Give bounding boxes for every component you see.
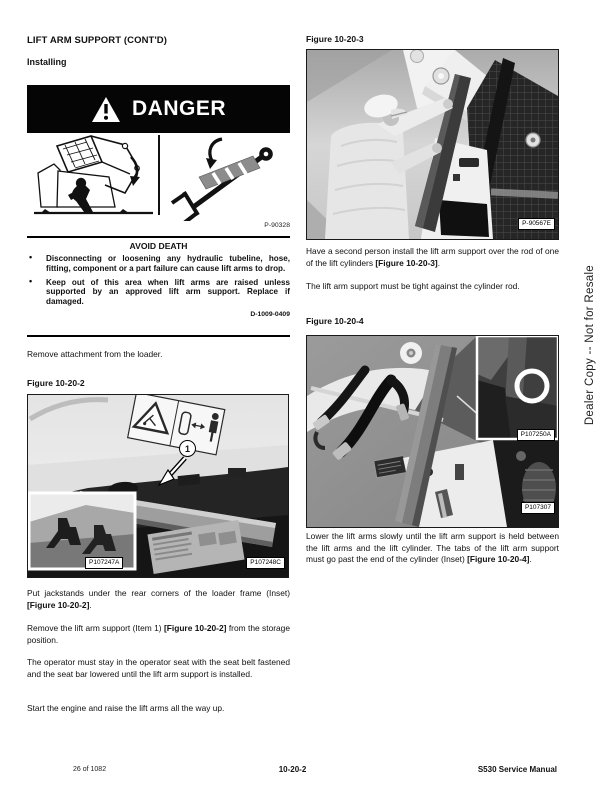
para-remove-attachment: Remove attachment from the loader. [27, 349, 163, 359]
para-lower-lift-arms: Lower the lift arms slowly until the lift arm support is held between the lift arms and the lift cylinder. The tabs of the lift arm support must go past the end of the cylinder (Inset) [Figure 10-20-4]. [306, 531, 559, 565]
warning-bullet-1: • Disconnecting or loosening any hydraulic tubeline, hose, fitting, component or a part failure can cause lift arms to drop. [29, 252, 290, 273]
photo-label-p107247a: P107247A [85, 557, 123, 569]
para-remove-support: Remove the lift arm support (Item 1) [Figure 10-20-2] from the storage position. [27, 623, 290, 645]
warning-text-block [27, 236, 290, 337]
figure-4-title: Figure 10-20-4 [306, 316, 364, 326]
callout-1: 1 [179, 440, 196, 457]
photo-label-p107307: P107307 [521, 502, 555, 514]
figure-3-photo [306, 49, 559, 240]
para-operator: The operator must stay in the operator seat with the seat belt fastened and the seat bar lowered until the lift arm support is installed. [27, 657, 290, 679]
figure-2-photo-image [28, 395, 288, 577]
subheading-installing: Installing [27, 57, 67, 67]
photo-ref-danger: P-90328 [264, 222, 290, 229]
warning-triangle-icon [91, 96, 121, 123]
illustration-divider [158, 135, 160, 215]
para-start-engine: Start the engine and raise the lift arms all the way up. [27, 703, 225, 713]
crush-hazard-illustration [27, 133, 159, 221]
warning-decal-code: D-1009-0409 [250, 310, 290, 318]
footer-manual-name: S530 Service Manual [477, 765, 557, 774]
para-second-person: Have a second person install the lift arm support over the rod of one of the lift cylinders [Figure 10-20-3]. [306, 246, 559, 268]
para-support-tight: The lift arm support must be tight against the cylinder rod. [306, 281, 520, 291]
photo-label-p90567e: P-90567E [518, 218, 555, 230]
danger-label: DANGER [131, 97, 226, 120]
bullet-icon: • [29, 252, 33, 262]
figure-4-photo [306, 335, 559, 528]
warning-title: AVOID DEATH [129, 241, 188, 251]
danger-header [27, 85, 290, 133]
figure-2-title: Figure 10-20-2 [27, 378, 85, 388]
bullet-icon: • [29, 275, 33, 286]
photo-label-p107250a: P107250A [517, 429, 555, 441]
dealer-copy-watermark: Dealer Copy -- Not for Resale [584, 265, 596, 426]
figure-3-photo-image [307, 50, 558, 239]
figure-3-title: Figure 10-20-3 [306, 34, 364, 44]
danger-illustrations [27, 133, 290, 221]
footer-page-count: 26 of 1082 [73, 766, 107, 773]
warning-bullet-2: • Keep out of this area when lift arms are raised unless supported by an approved lift arm support. Replace if damaged. [29, 275, 290, 307]
danger-graphic-block [27, 85, 290, 229]
photo-label-p107248c: P107248C [246, 557, 285, 569]
para-jackstands: Put jackstands under the rear corners of the loader frame (Inset) [Figure 10-20-2]. [27, 588, 290, 610]
lift-arm-support-illustration [159, 133, 291, 221]
footer-section-number: 10-20-2 [278, 765, 307, 774]
figure-2-photo [27, 394, 289, 578]
page-title: LIFT ARM SUPPORT (CONT'D) [27, 35, 168, 46]
